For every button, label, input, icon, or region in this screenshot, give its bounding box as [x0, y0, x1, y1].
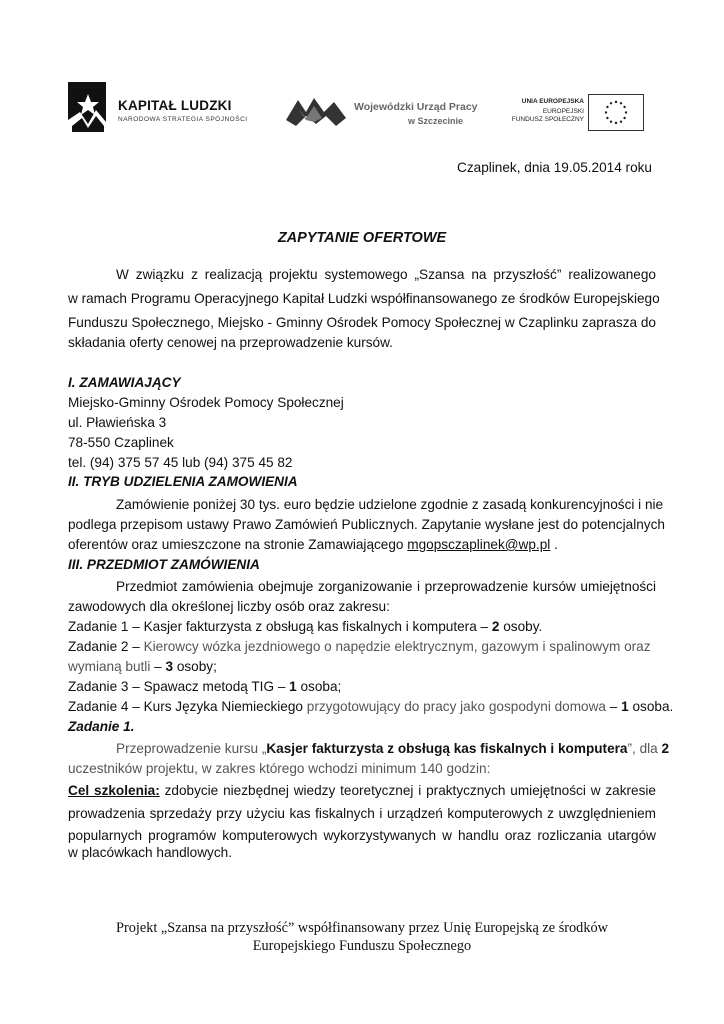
task-text: przygotowujący do pracy jako gospodyni domowa: [306, 699, 606, 714]
section-heading: I. ZAMAWIAJĄCY: [68, 375, 181, 390]
ue-line2: EUROPEJSKI: [542, 108, 584, 115]
task-text: Kierowcy wózka jezdniowego o napędzie elektrycznym, gazowym i spalinowym oraz: [143, 639, 651, 654]
task-count: 3: [165, 659, 174, 674]
task-text: Zadanie 1 – Kasjer fakturzysta z obsługą kas fiskalnych i komputera –: [68, 619, 492, 634]
task1-text: ”, dla: [627, 741, 662, 756]
task-count: 1: [621, 699, 629, 714]
task1-line: [116, 741, 670, 756]
kapital-ludzki-logo: [66, 80, 246, 136]
email-link[interactable]: mgopsczaplinek@wp.pl: [407, 537, 551, 552]
task-text-end: osoby;: [173, 659, 217, 674]
task-count: 2: [491, 619, 500, 634]
task-text: Zadanie 3 – Spawacz metodą TIG –: [68, 679, 290, 694]
section-heading: III. PRZEDMIOT ZAMÓWIENIA: [68, 557, 260, 572]
task-text: Zadanie 4 – Kurs Języka Niemieckiego: [68, 699, 307, 714]
cel-line: popularnych programów komputerowych wykorzystywanych w handlu oraz rozliczania utargów: [68, 828, 656, 843]
address-line: Miejsko-Gminny Ośrodek Pomocy Społecznej: [68, 395, 344, 410]
section-heading: II. TRYB UDZIELENIA ZAMOWIENIA: [68, 474, 298, 489]
document-title: ZAPYTANIE OFERTOWE: [277, 230, 447, 246]
task-item-2: [68, 639, 656, 654]
task-item-2-cont: [68, 659, 217, 674]
task1-heading: Zadanie 1.: [68, 719, 135, 734]
course-name: Kasjer fakturzysta z obsługą kas fiskalnych i komputera: [266, 741, 628, 756]
task-text: Zadanie 2 –: [68, 639, 144, 654]
cel-line: [68, 783, 656, 798]
wup-emblem-icon: [284, 94, 348, 130]
task-item-4: [68, 699, 673, 714]
eu-flag-icon: [588, 94, 644, 131]
intro-line: składania oferty cenowej na przeprowadzenie kursów.: [68, 335, 393, 350]
task1-line: uczestników projektu, w zakres którego wchodzi minimum 140 godzin:: [68, 761, 491, 776]
cel-label: Cel szkolenia:: [68, 783, 160, 798]
cel-text: zdobycie niezbędnej wiedzy teoretycznej i praktycznych umiejętności w zakresie: [159, 783, 656, 798]
task-item-1: [68, 619, 542, 634]
wup-subtitle: w Szczecinie: [408, 116, 464, 126]
kapital-ludzki-emblem-icon: [66, 80, 110, 136]
tryb-line: [68, 537, 558, 552]
kapital-ludzki-title: KAPITAŁ LUDZKI: [118, 98, 232, 113]
cel-line: w placówkach handlowych.: [68, 845, 232, 860]
przedmiot-line: Przedmiot zamówienia obejmuje zorganizowanie i przeprowadzenie kursów umiejętności: [116, 579, 656, 594]
task-item-3: [68, 679, 341, 694]
cel-line: prowadzenia sprzedaży przy użyciu kas fiskalnych i urządzeń komputerowych z uwzględnieniem: [68, 806, 656, 821]
footer-line: Projekt „Szansa na przyszłość” współfinansowany przez Unię Europejską ze środków: [116, 920, 608, 936]
przedmiot-line: zawodowych dla określonej liczby osób oraz zakresu:: [68, 599, 390, 614]
tryb-text: oferentów oraz umieszczone na stronie Zamawiającego: [68, 537, 408, 552]
kapital-ludzki-subtitle: NARODOWA STRATEGIA SPÓJNOŚCI: [118, 116, 248, 123]
phone-line: tel. (94) 375 57 45 lub (94) 375 45 82: [68, 455, 293, 470]
wup-title: Wojewódzki Urząd Pracy: [354, 101, 478, 113]
participant-count: 2: [661, 741, 670, 756]
footer-line: Europejskiego Funduszu Społecznego: [252, 938, 472, 954]
tryb-text-end: .: [550, 537, 558, 552]
address-line: 78-550 Czaplinek: [68, 435, 174, 450]
tryb-line: Zamówienie poniżej 30 tys. euro będzie udzielone zgodnie z zasadą konkurencyjności i nie: [116, 497, 664, 512]
wup-logo: [284, 94, 484, 130]
intro-line: W związku z realizacją projektu systemowego „Szansa na przyszłość” realizowanego: [116, 267, 656, 282]
address-line: ul. Pławieńska 3: [68, 415, 167, 430]
ue-line3: FUNDUSZ SPOŁECZNY: [511, 116, 584, 123]
task-text: –: [150, 659, 166, 674]
task-text-end: osoba.: [628, 699, 674, 714]
document-date: Czaplinek, dnia 19.05.2014 roku: [457, 160, 652, 175]
intro-line: w ramach Programu Operacyjnego Kapitał Ludzki współfinansowanego ze środków Europejskiego: [68, 291, 660, 306]
task-count: 1: [289, 679, 297, 694]
task1-text: Przeprowadzenie kursu „: [116, 741, 267, 756]
task-text-end: osoba;: [296, 679, 342, 694]
task-text-end: osoby.: [499, 619, 543, 634]
ue-line1: UNIA EUROPEJSKA: [521, 98, 584, 105]
task-text: wymianą butli: [68, 659, 151, 674]
ue-logo: [512, 92, 644, 130]
task-text: –: [606, 699, 622, 714]
tryb-line: podlega przepisom ustawy Prawo Zamówień Publicznych. Zapytanie wysłane jest do potencjalnych: [68, 517, 665, 532]
intro-line: Funduszu Społecznego, Miejsko - Gminny Ośrodek Pomocy Społecznej w Czaplinku zaprasza do: [68, 315, 656, 330]
